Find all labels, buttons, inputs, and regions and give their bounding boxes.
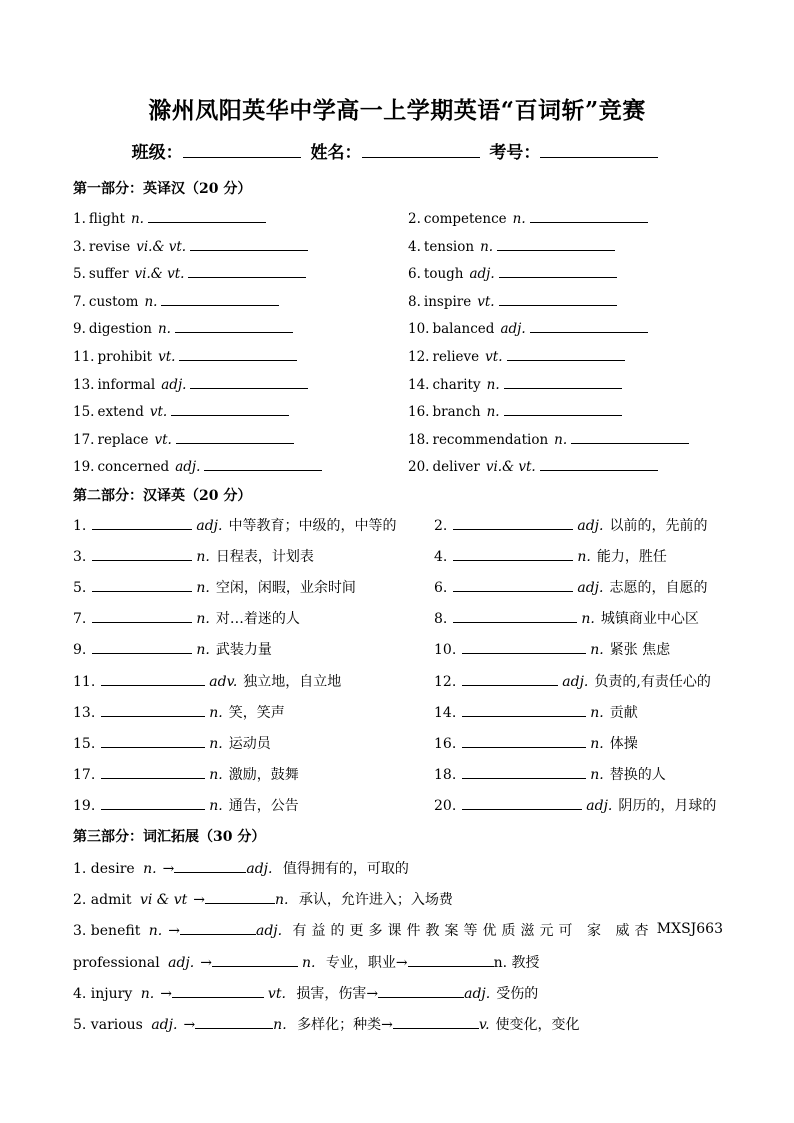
answer-blank[interactable] — [92, 546, 192, 561]
answer-blank[interactable] — [504, 374, 622, 389]
answer-blank[interactable] — [180, 920, 256, 935]
answer-blank[interactable] — [408, 952, 494, 967]
part3-item-1: 1. desire n. → adj. 值得拥有的，可取的 — [73, 858, 409, 878]
answer-blank[interactable] — [499, 291, 617, 306]
part1-item: 17. replace vt. — [73, 429, 294, 449]
answer-blank[interactable] — [205, 889, 275, 904]
answer-blank[interactable] — [540, 456, 658, 471]
part1-heading: 第一部分：英译汉（20 分） — [73, 181, 252, 197]
answer-blank[interactable] — [462, 671, 558, 686]
part1-item: 14. charity n. — [408, 374, 622, 394]
part2-item: 3. n. 日程表，计划表 — [73, 546, 314, 566]
answer-blank[interactable] — [204, 456, 322, 471]
answer-blank[interactable] — [462, 702, 586, 717]
student-id-line — [0, 138, 794, 163]
name-label: 姓名： — [310, 143, 362, 163]
part1-item: 5. suffer vi.& vt. — [73, 263, 306, 283]
part2-item: 11. adv. 独立地，自立地 — [73, 671, 341, 691]
answer-blank[interactable] — [101, 702, 205, 717]
part3-heading: 第三部分：词汇拓展（30 分） — [73, 829, 266, 845]
part1-item: 2. competence n. — [408, 208, 648, 228]
answer-blank[interactable] — [174, 858, 246, 873]
part1-item: 15. extend vt. — [73, 401, 289, 421]
answer-blank[interactable] — [462, 639, 586, 654]
answer-blank[interactable] — [92, 515, 192, 530]
answer-blank[interactable] — [499, 263, 617, 278]
exam-number-label: 考号： — [489, 143, 541, 163]
part1-item: 12. relieve vt. — [408, 346, 625, 366]
answer-blank[interactable] — [92, 577, 192, 592]
answer-blank[interactable] — [171, 401, 289, 416]
part3-item-6: 5. various adj. → n. 多样化；种类→ v. 使变化，变化 — [73, 1014, 580, 1034]
answer-blank[interactable] — [497, 236, 615, 251]
part2-item: 18. n. 替换的人 — [434, 764, 666, 784]
part1-item: 19. concerned adj. — [73, 456, 322, 476]
answer-blank[interactable] — [462, 733, 586, 748]
answer-blank[interactable] — [453, 546, 573, 561]
answer-blank[interactable] — [190, 236, 308, 251]
part2-item: 16. n. 体操 — [434, 733, 638, 753]
part2-item: 12. adj. 负责的,有责任心的 — [434, 671, 711, 691]
answer-blank[interactable] — [190, 374, 308, 389]
part1-item: 8. inspire vt. — [408, 291, 617, 311]
part1-item: 10. balanced adj. — [408, 318, 648, 338]
part1-item: 20. deliver vi.& vt. — [408, 456, 658, 476]
part1-item: 7. custom n. — [73, 291, 279, 311]
part2-item: 20. adj. 阴历的，月球的 — [434, 795, 716, 815]
part2-item: 19. n. 通告，公告 — [73, 795, 299, 815]
part1-item: 16. branch n. — [408, 401, 622, 421]
answer-blank[interactable] — [175, 318, 293, 333]
answer-blank[interactable] — [92, 639, 192, 654]
watermark-code: MXSJ663 — [656, 921, 723, 937]
part2-item: 13. n. 笑，笑声 — [73, 702, 285, 722]
part2-item: 8. n. 城镇商业中心区 — [434, 608, 699, 628]
name-blank[interactable] — [362, 140, 480, 158]
answer-blank[interactable] — [101, 795, 205, 810]
answer-blank[interactable] — [504, 401, 622, 416]
part2-item: 10. n. 紧张 焦虑 — [434, 639, 670, 659]
answer-blank[interactable] — [101, 764, 205, 779]
answer-blank[interactable] — [507, 346, 625, 361]
part2-item: 15. n. 运动员 — [73, 733, 271, 753]
page-title: 滁州凤阳英华中学高一上学期英语“百词斩”竞赛 — [148, 97, 646, 124]
answer-blank[interactable] — [179, 346, 297, 361]
part1-item: 18. recommendation n. — [408, 429, 689, 449]
part1-item: 1. flight n. — [73, 208, 266, 228]
part2-item: 6. adj. 志愿的，自愿的 — [434, 577, 707, 597]
answer-blank[interactable] — [172, 983, 264, 998]
answer-blank[interactable] — [101, 671, 205, 686]
part2-item: 14. n. 贡献 — [434, 702, 638, 722]
answer-blank[interactable] — [571, 429, 689, 444]
answer-blank[interactable] — [378, 983, 464, 998]
answer-blank[interactable] — [462, 764, 586, 779]
answer-blank[interactable] — [530, 318, 648, 333]
answer-blank[interactable] — [453, 577, 573, 592]
part2-item: 2. adj. 以前的，先前的 — [434, 515, 707, 535]
answer-blank[interactable] — [393, 1014, 479, 1029]
part2-item: 7. n. 对…着迷的人 — [73, 608, 300, 628]
part3-item-2: 2. admit vi & vt → n. 承认，允许进入；入场费 — [73, 889, 453, 909]
answer-blank[interactable] — [530, 208, 648, 223]
answer-blank[interactable] — [462, 795, 582, 810]
answer-blank[interactable] — [195, 1014, 273, 1029]
part3-item-5: 4. injury n. → vt. 损害，伤害→ adj. 受伤的 — [73, 983, 538, 1003]
answer-blank[interactable] — [212, 952, 298, 967]
answer-blank[interactable] — [453, 608, 577, 623]
answer-blank[interactable] — [188, 263, 306, 278]
part2-item: 4. n. 能力，胜任 — [434, 546, 667, 566]
answer-blank[interactable] — [92, 608, 192, 623]
part1-item: 4. tension n. — [408, 236, 615, 256]
exam-number-blank[interactable] — [540, 140, 658, 158]
class-label: 班级： — [131, 143, 183, 163]
part1-item: 6. tough adj. — [408, 263, 617, 283]
part1-item: 3. revise vi.& vt. — [73, 236, 308, 256]
part3-item-3: 3. benefit n. → adj. 有益的更多课件教案等优质滋元可 家 威杏 MXSJ663 — [73, 921, 723, 939]
part3-item-4: professional adj. → n. 专业，职业→ n. 教授 — [73, 952, 540, 972]
answer-blank[interactable] — [176, 429, 294, 444]
answer-blank[interactable] — [148, 208, 266, 223]
part2-item: 9. n. 武装力量 — [73, 639, 272, 659]
answer-blank[interactable] — [161, 291, 279, 306]
part1-item: 9. digestion n. — [73, 318, 293, 338]
class-blank[interactable] — [183, 140, 301, 158]
answer-blank[interactable] — [101, 733, 205, 748]
part2-item: 17. n. 激励，鼓舞 — [73, 764, 299, 784]
answer-blank[interactable] — [453, 515, 573, 530]
part1-item: 13. informal adj. — [73, 374, 308, 394]
part1-item: 11. prohibit vt. — [73, 346, 297, 366]
part2-item: 1. adj. 中等教育；中级的，中等的 — [73, 515, 396, 535]
part2-heading: 第二部分：汉译英（20 分） — [73, 488, 252, 504]
part2-item: 5. n. 空闲，闲暇，业余时间 — [73, 577, 356, 597]
